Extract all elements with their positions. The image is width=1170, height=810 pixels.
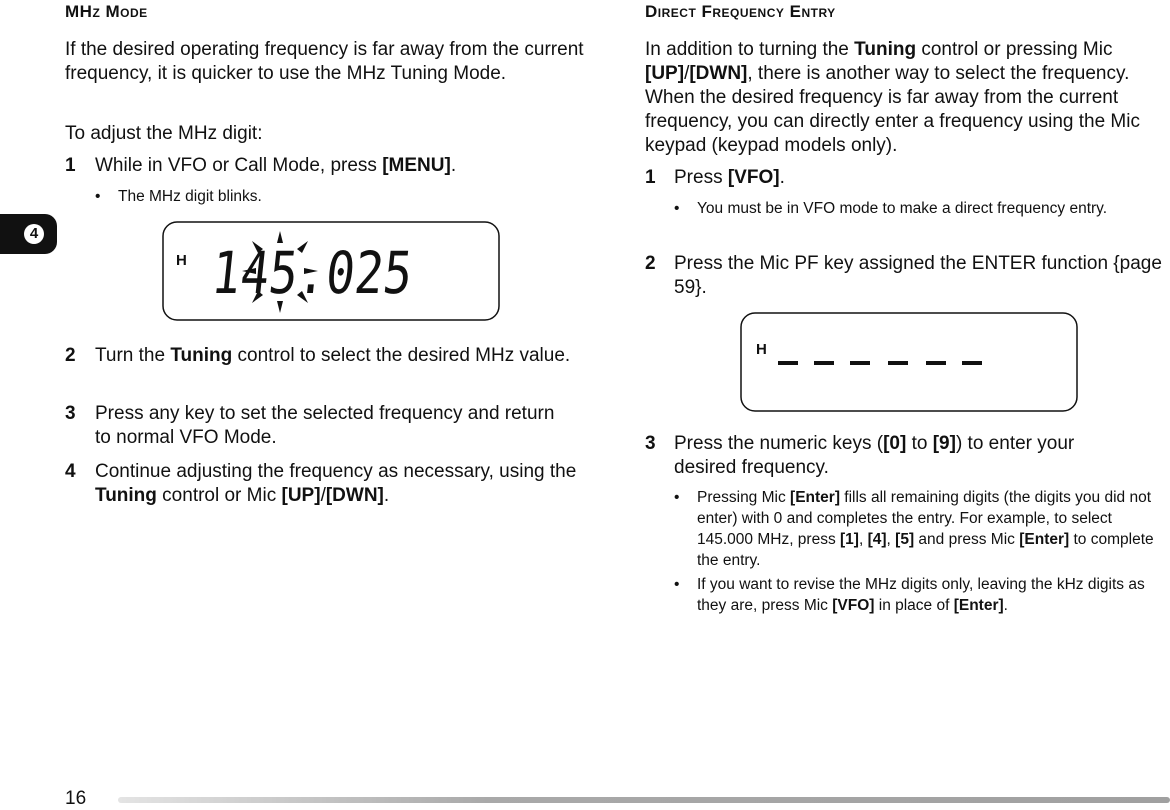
- direct-entry-intro: In addition to turning the Tuning control or pressing Mic [UP]/[DWN], there is another way to select the frequency. When the desired frequency is far away from the current frequency, you can directly enter a frequency using the Mic keypad (keypad models only).: [645, 39, 1140, 156]
- key-menu: [MENU]: [382, 155, 451, 176]
- adjust-mhz-text: To adjust the MHz digit:: [65, 123, 263, 144]
- section-title-mhz-mode: MHz Mode: [65, 2, 148, 21]
- key-vfo: [VFO]: [727, 167, 780, 188]
- footer-rule: [118, 797, 1170, 803]
- mhz-mode-intro: If the desired operating frequency is far away from the current frequency, it is quicker to use the MHz Tuning Mode.: [65, 39, 584, 84]
- key-tuning: Tuning: [170, 345, 233, 366]
- lcd-display-mhz-blinking: [162, 221, 500, 321]
- section-title-direct-entry: Direct Frequency Entry: [645, 2, 836, 21]
- lcd-display-direct-entry: [740, 312, 1078, 412]
- chapter-number-badge: 4: [24, 224, 44, 244]
- step-text: While in VFO or Call Mode, press [MENU].: [95, 155, 457, 176]
- left-step-2: 2 Turn the Tuning control to select the desired MHz value.: [65, 345, 571, 366]
- right-step-2: 2 Press the Mic PF key assigned the ENTER function {page 59}.: [645, 253, 1162, 298]
- left-step-3: 3 Press any key to set the selected frequency and return to normal VFO Mode.: [65, 403, 555, 448]
- lcd-h-indicator: H: [176, 252, 187, 269]
- lcd-frequency: 145.025: [208, 239, 461, 307]
- lcd-h-indicator-2: H: [756, 341, 767, 358]
- right-step-3: 3 Press the numeric keys ([0] to [9]) to enter your desired frequency.: [645, 433, 1075, 478]
- right-step-1: 1 Press [VFO].: [645, 167, 785, 188]
- page-number: 16: [65, 788, 87, 809]
- step-number: 1: [65, 155, 76, 176]
- left-step-1: [65, 154, 595, 178]
- left-step-4: 4 Continue adjusting the frequency as necessary, using the Tuning control or Mic [UP]/[DWN].: [65, 461, 577, 506]
